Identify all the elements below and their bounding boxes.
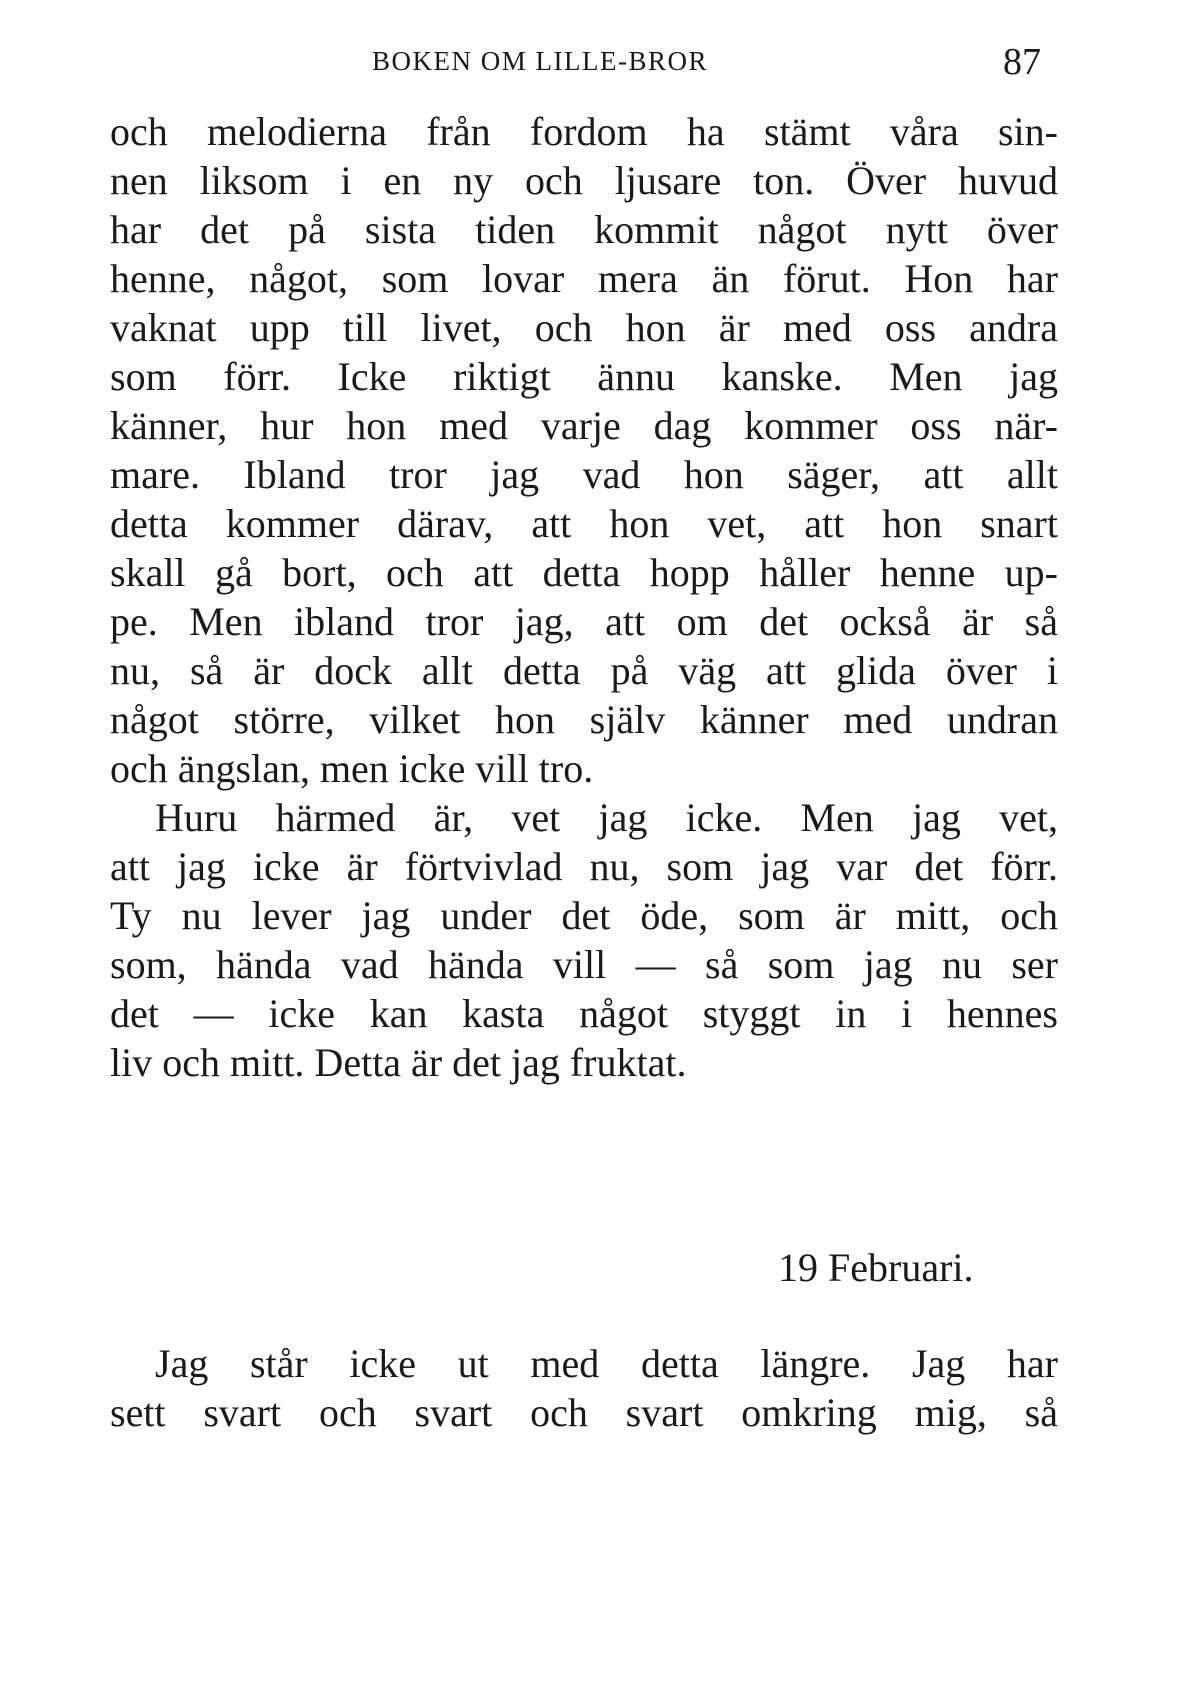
text-line: det — icke kan kasta något styggt in i hennes bbox=[110, 991, 1058, 1036]
text-line: nu, så är dock allt detta på väg att glida över i bbox=[110, 648, 1058, 693]
text-line: Ty nu lever jag under det öde, som är mitt, och bbox=[110, 893, 1058, 938]
page-number: 87 bbox=[1003, 41, 1041, 83]
text-line: och melodierna från fordom ha stämt våra sin- bbox=[110, 109, 1058, 154]
entry-date: 19 Februari. bbox=[778, 1245, 974, 1290]
page-header bbox=[0, 42, 1185, 82]
text-line: Huru härmed är, vet jag icke. Men jag vet, bbox=[155, 795, 1058, 840]
text-line: känner, hur hon med varje dag kommer oss när- bbox=[110, 403, 1058, 448]
text-line: som förr. Icke riktigt ännu kanske. Men jag bbox=[110, 354, 1058, 399]
text-line: har det på sista tiden kommit något nytt över bbox=[110, 207, 1058, 252]
text-line: och ängslan, men icke vill tro. bbox=[110, 746, 594, 791]
text-line: som, hända vad hända vill — så som jag nu ser bbox=[110, 942, 1058, 987]
text-line: något större, vilket hon själv känner med undran bbox=[110, 697, 1058, 742]
text-line: nen liksom i en ny och ljusare ton. Över huvud bbox=[110, 158, 1058, 203]
text-line: Jag står icke ut med detta längre. Jag har bbox=[155, 1341, 1058, 1386]
text-line: liv och mitt. Detta är det jag fruktat. bbox=[110, 1040, 687, 1085]
text-line: henne, något, som lovar mera än förut. Hon har bbox=[110, 256, 1058, 301]
text-line: vaknat upp till livet, och hon är med oss andra bbox=[110, 305, 1058, 350]
text-line: mare. Ibland tror jag vad hon säger, att allt bbox=[110, 452, 1058, 497]
text-line: skall gå bort, och att detta hopp håller henne up- bbox=[110, 550, 1058, 595]
running-title: BOKEN OM LILLE-BROR bbox=[372, 46, 708, 76]
text-line: pe. Men ibland tror jag, att om det också är så bbox=[110, 599, 1058, 644]
text-line: detta kommer därav, att hon vet, att hon snart bbox=[110, 501, 1058, 546]
text-line: sett svart och svart och svart omkring mig, så bbox=[110, 1390, 1058, 1435]
text-line: att jag icke är förtvivlad nu, som jag var det förr. bbox=[110, 844, 1058, 889]
